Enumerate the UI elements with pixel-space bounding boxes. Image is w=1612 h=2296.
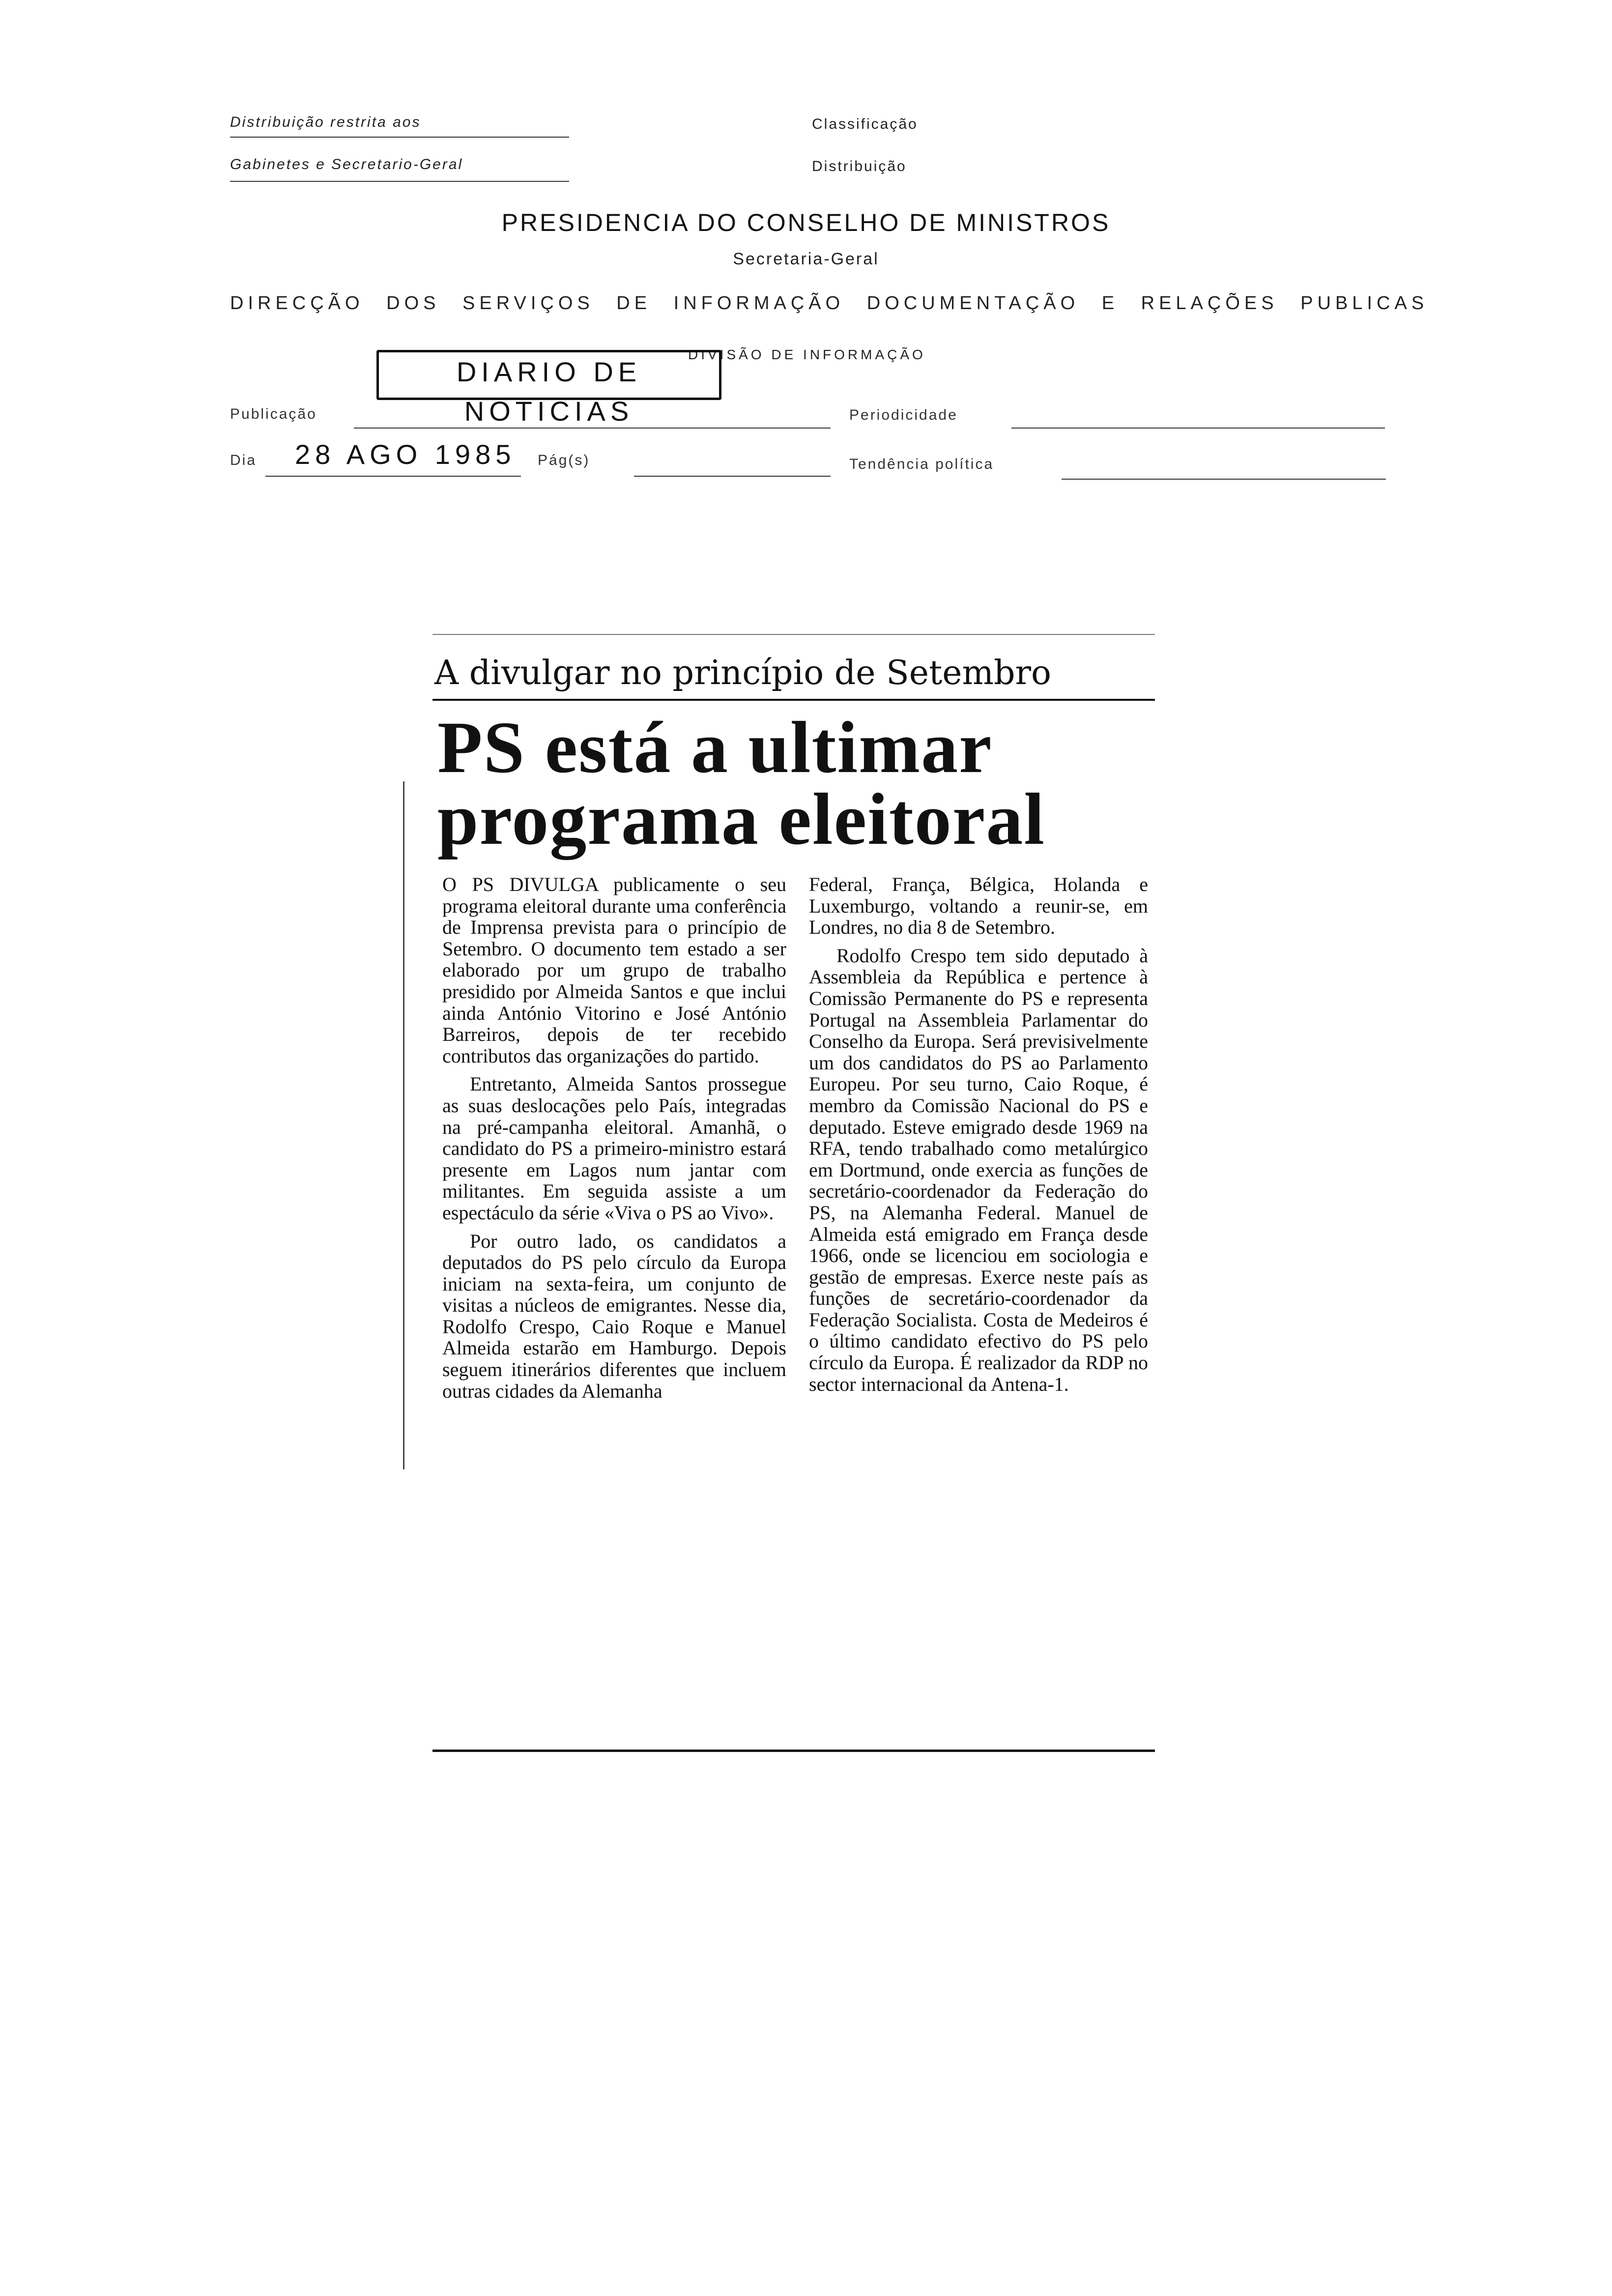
clipping-top-rule bbox=[432, 634, 1155, 635]
date-field-line bbox=[265, 476, 521, 477]
directorate-line: DIRECÇÃO DOS SERVIÇOS DE INFORMAÇÃO DOCUMENTAÇÃO E RELAÇÕES PUBLICAS bbox=[230, 293, 1429, 314]
column1-paragraph-2: Entretanto, Almeida Santos prossegue as suas deslocações pelo País, integradas na pré-campanha eleitoral. Amanhã, o candidato do PS a primeiro-ministro estará presente em Lagos num jantar com militantes. Em seguida assiste a um espectáculo da série «Viva o PS ao Vivo». bbox=[442, 1073, 786, 1224]
periodicity-label: Periodicidade bbox=[849, 407, 958, 423]
distribution-label: Distribuição bbox=[812, 158, 907, 174]
column1-paragraph-1: O PS DIVULGA publicamente o seu programa eleitoral durante uma conferência de Imprensa prevista para o princípio de Setembro. O documento tem estado a ser elaborado por um grupo de trabalho presidido por Almeida Santos e que inclui ainda António Vitorino e José António Barreiros, depois de ter recebido contributos das organizações do partido. bbox=[442, 873, 786, 1067]
classification-label: Classificação bbox=[812, 116, 918, 132]
article-column-2 bbox=[809, 874, 1148, 1402]
article-headline-line1: PS está a ultimar bbox=[437, 707, 993, 788]
org-title: PRESIDENCIA DO CONSELHO DE MINISTROS bbox=[501, 209, 1111, 236]
publication-label: Publicação bbox=[230, 406, 317, 422]
publication-field-line bbox=[354, 428, 831, 429]
distribution-restriction-line1: Distribuição restrita aos bbox=[230, 114, 421, 130]
article-column-1 bbox=[442, 874, 786, 1408]
clipping-bottom-rule bbox=[432, 1750, 1155, 1752]
article-kicker: A divulgar no princípio de Setembro bbox=[434, 654, 1051, 692]
tendency-label: Tendência política bbox=[849, 456, 994, 472]
publication-stamp: DIARIO DE NOTICIAS bbox=[376, 350, 721, 400]
divider bbox=[230, 181, 569, 182]
column1-paragraph-3: Por outro lado, os candidatos a deputados do PS pelo círculo da Europa iniciam na sexta-feira, um conjunto de visitas a núcleos de emigrantes. Nesse dia, Rodolfo Crespo, Caio Roque e Manuel Almeida estarão em Hamburgo. Depois seguem itinerários diferentes que incluem outras cidades da Alemanha bbox=[442, 1230, 786, 1402]
division-label: DIVISÃO DE INFORMAÇÃO bbox=[688, 347, 926, 362]
pages-label: Pág(s) bbox=[538, 452, 590, 468]
column2-paragraph-1: Federal, França, Bélgica, Holanda e Luxemburgo, voltando a reunir-se, em Londres, no dia 8 de Setembro. bbox=[809, 873, 1148, 939]
column2-paragraph-2: Rodolfo Crespo tem sido deputado à Assembleia da República e pertence à Comissão Permanente do PS e representa Portugal na Assembleia Parlamentar do Conselho da Europa. Será previsivelmente um dos candidatos do PS ao Parlamento Europeu. Por seu turno, Caio Roque, é membro da Comissão Nacional do PS e deputado. Esteve emigrado desde 1969 na RFA, tendo trabalhado como metalúrgico em Dortmund, onde exercia as funções de secretário-coordenador da Federação do PS, na Alemanha Federal. Manuel de Almeida está emigrado em França desde 1966, onde se licenciou em sociologia e gestão de empresas. Exerce neste país as funções de secretário-coordenador da Federação Socialista. Costa de Medeiros é o último candidato efectivo do PS pelo círculo da Europa. É realizador da RDP no sector internacional da Antena-1. bbox=[809, 944, 1148, 1395]
side-margin-bar bbox=[403, 781, 404, 1469]
kicker-underline bbox=[432, 699, 1155, 701]
newspaper-clipping bbox=[428, 634, 1155, 1759]
periodicity-field-line bbox=[1011, 428, 1385, 429]
date-stamp: 28 AGO 1985 bbox=[295, 439, 516, 470]
tendency-field-line bbox=[1062, 479, 1386, 480]
pages-field-line bbox=[634, 476, 831, 477]
divider bbox=[230, 137, 569, 138]
day-label: Dia bbox=[230, 452, 257, 468]
distribution-restriction-line2: Gabinetes e Secretario-Geral bbox=[230, 156, 463, 172]
org-subtitle: Secretaria-Geral bbox=[733, 250, 879, 268]
article-headline-line2: programa eleitoral bbox=[437, 778, 1046, 860]
